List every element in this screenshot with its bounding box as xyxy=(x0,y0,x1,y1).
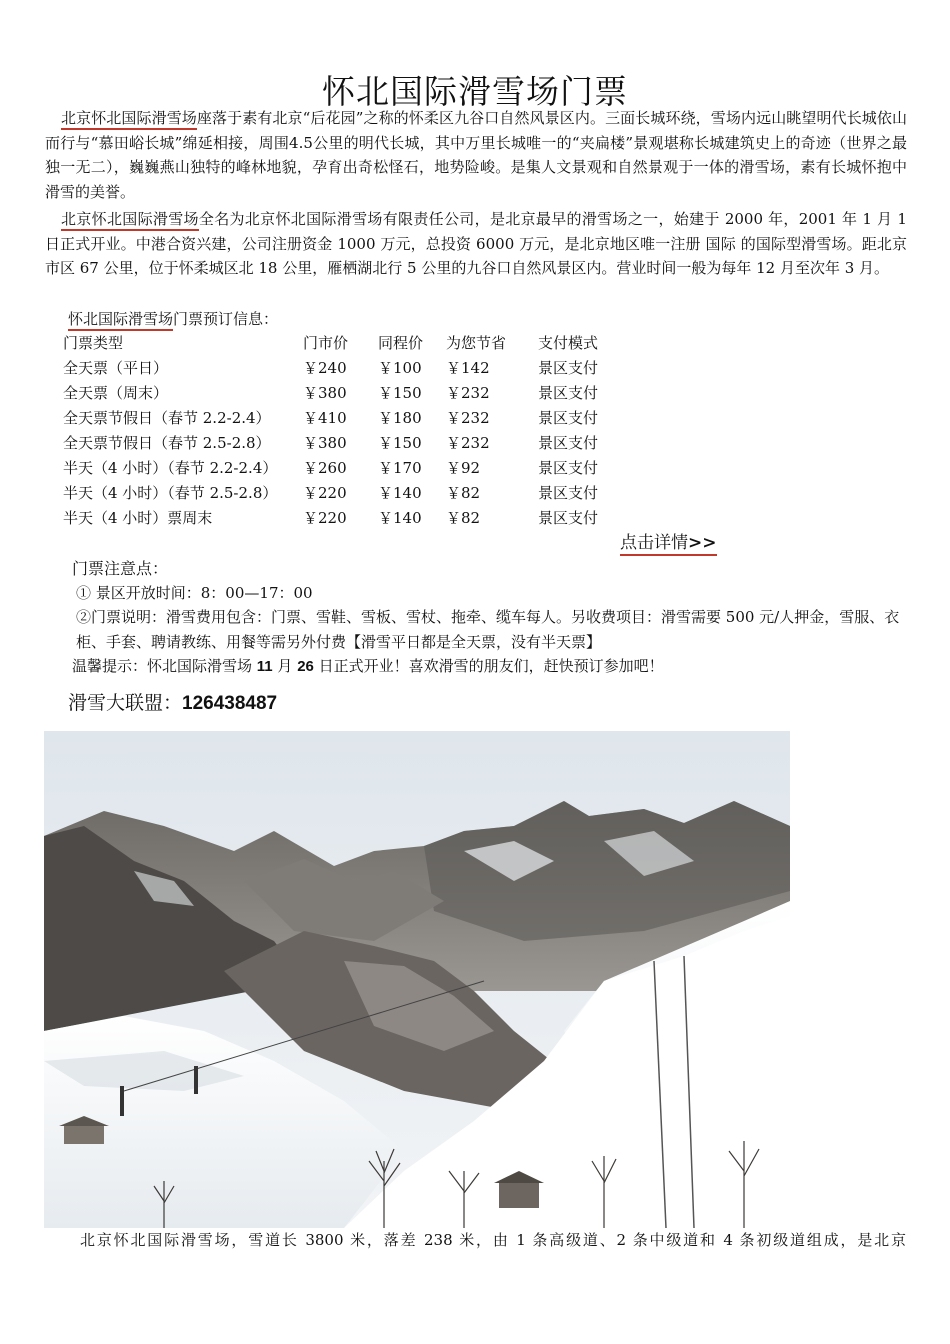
payment-mode: 景区支付 xyxy=(538,484,599,502)
header-tongcheng-price: 同程价 xyxy=(378,334,424,352)
tongcheng-price: ￥150 xyxy=(378,384,422,402)
tip-suffix: 日正式开业！喜欢滑雪的朋友们，赶快预订参加吧！ xyxy=(313,657,664,675)
ticket-type: 全天票（周末） xyxy=(63,384,169,402)
tip-month: 11 xyxy=(256,658,273,675)
warm-tip xyxy=(72,655,664,676)
notes-heading: 门票注意点： xyxy=(72,559,169,578)
ticket-type: 半天（4 小时）（春节 2.2-2.4） xyxy=(63,459,278,477)
company-text: 全名为北京怀北国际滑雪场有限责任公司，是北京最早的滑雪场之一，始建于 2000 年，2001 年 1 月 1 日正式开业。中港合资兴建，公司注册资金 1000 万元，总投资 6000 万元，是北京地区唯一注册 国际 的国际型滑雪场。距北京市区 67 公里，位于怀柔城区北 18 公里，雁栖湖北行 5 公里的九谷口自然风景区内。营业时间一般为每年 12 月至次年 3 月。 xyxy=(45,210,907,277)
payment-mode: 景区支付 xyxy=(538,384,599,402)
savings: ￥82 xyxy=(446,509,481,527)
tongcheng-price: ￥180 xyxy=(378,409,422,427)
tip-mid: 月 xyxy=(272,657,298,675)
payment-mode: 景区支付 xyxy=(538,359,599,377)
door-price: ￥410 xyxy=(303,409,347,427)
ticket-type: 全天票节假日（春节 2.5-2.8） xyxy=(63,434,271,452)
ski-alliance xyxy=(68,688,277,715)
door-price: ￥220 xyxy=(303,484,347,502)
door-price: ￥380 xyxy=(303,384,347,402)
payment-mode: 景区支付 xyxy=(538,459,599,477)
header-savings: 为您节省 xyxy=(446,334,507,352)
table-row xyxy=(63,480,618,505)
savings: ￥142 xyxy=(446,359,490,377)
ski-resort-photo xyxy=(44,731,790,1228)
details-link-text: 点击详情 xyxy=(620,533,688,553)
header-payment: 支付模式 xyxy=(538,334,599,352)
door-price: ￥220 xyxy=(303,509,347,527)
table-row xyxy=(63,380,618,405)
details-arrow: >> xyxy=(688,533,717,553)
resort-link-2[interactable]: 北京怀北国际滑雪场 xyxy=(61,210,199,231)
savings: ￥232 xyxy=(446,384,490,402)
savings: ￥232 xyxy=(446,409,490,427)
ticket-type: 半天（4 小时）票周末 xyxy=(63,509,213,527)
header-door-price: 门市价 xyxy=(303,334,349,352)
door-price: ￥240 xyxy=(303,359,347,377)
photo-caption: 北京怀北国际滑雪场，雪道长 3800 米，落差 238 米，由 1 条高级道、2 条中级道和 4 条初级道组成，是北京 xyxy=(80,1231,906,1249)
company-paragraph xyxy=(45,207,907,281)
tongcheng-price: ￥100 xyxy=(378,359,422,377)
table-row xyxy=(63,505,618,530)
tongcheng-price: ￥150 xyxy=(378,434,422,452)
table-row xyxy=(63,455,618,480)
payment-mode: 景区支付 xyxy=(538,434,599,452)
payment-mode: 景区支付 xyxy=(538,409,599,427)
price-table xyxy=(63,330,618,530)
price-table-header xyxy=(63,330,618,355)
booking-heading xyxy=(68,308,278,329)
alliance-number: 126438487 xyxy=(182,693,278,714)
note-ticket-description: ②门票说明：滑雪费用包含：门票、雪鞋、雪板、雪杖、拖牵、缆车每人。另收费项目：滑雪需要 500 元/人押金，雪服、衣柜、手套、聘请教练、用餐等需另外付费【滑雪平日都是全天票，没有半天票】 xyxy=(76,608,900,651)
table-row xyxy=(63,405,618,430)
ticket-type: 半天（4 小时）（春节 2.5-2.8） xyxy=(63,484,278,502)
details-link[interactable] xyxy=(620,528,717,556)
payment-mode: 景区支付 xyxy=(538,509,599,527)
tongcheng-price: ￥140 xyxy=(378,509,422,527)
tongcheng-price: ￥170 xyxy=(378,459,422,477)
savings: ￥92 xyxy=(446,459,481,477)
note-opening-hours: ① 景区开放时间：8：00—17：00 xyxy=(76,584,313,602)
door-price: ￥380 xyxy=(303,434,347,452)
mountain-landscape-image xyxy=(44,731,790,1228)
ticket-type: 全天票节假日（春节 2.2-2.4） xyxy=(63,409,271,427)
page-title: 怀北国际滑雪场门票 xyxy=(322,72,628,112)
ticket-type: 全天票（平日） xyxy=(63,359,169,377)
resort-link[interactable]: 北京怀北国际滑雪场 xyxy=(61,109,197,130)
savings: ￥232 xyxy=(446,434,490,452)
resort-link-3[interactable]: 怀北国际滑雪场 xyxy=(68,310,173,331)
table-row xyxy=(63,430,618,455)
door-price: ￥260 xyxy=(303,459,347,477)
tip-prefix: 温馨提示：怀北国际滑雪场 xyxy=(72,657,257,675)
booking-heading-text: 门票预订信息： xyxy=(173,310,279,328)
alliance-label: 滑雪大联盟： xyxy=(68,692,183,714)
intro-paragraph xyxy=(45,106,907,204)
table-row xyxy=(63,355,618,380)
intro-text: 座落于素有北京“后花园”之称的怀柔区九谷口自然风景区内。三面长城环绕，雪场内远山眺望明代长城依山而行与“慕田峪长城”绵延相接，周围4.5公里的明代长城，其中万里长城唯一的“夹扁楼”景观堪称长城建筑史上的奇迹（世界之最独一无二），巍巍燕山独特的峰林地貌，孕育出奇松怪石，地势险峻。是集人文景观和自然景观于一体的滑雪场，素有长城怀抱中滑雪的美誉。 xyxy=(45,109,907,201)
savings: ￥82 xyxy=(446,484,481,502)
tip-day: 26 xyxy=(297,658,314,675)
tongcheng-price: ￥140 xyxy=(378,484,422,502)
header-ticket-type: 门票类型 xyxy=(63,334,124,352)
